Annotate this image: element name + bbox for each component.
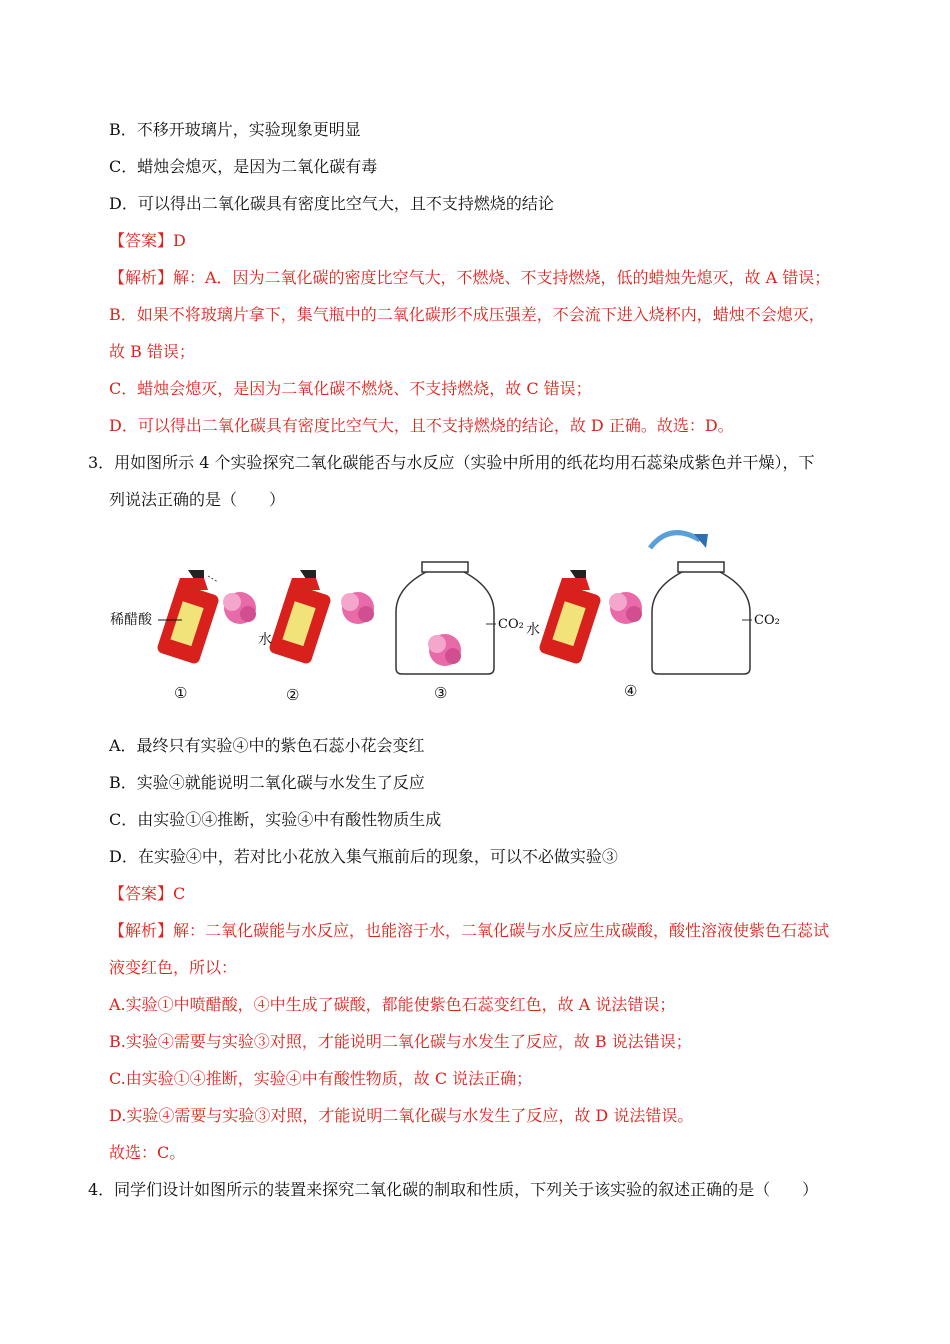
q3-option-a: A．最终只有实验④中的紫色石蕊小花会变红 (109, 736, 425, 755)
q3-option-b: B．实验④就能说明二氧化碳与水发生了反应 (109, 773, 425, 792)
q3-analysis-line: A.实验①中喷醋酸，④中生成了碳酸，都能使紫色石蕊变红色，故 A 说法错误； (109, 995, 676, 1014)
flower-icon (341, 592, 374, 624)
q2-analysis-line: C．蜡烛会熄灭，是因为二氧化碳不燃烧、不支持燃烧，故 C 错误； (109, 379, 592, 398)
label-water: 水 (526, 622, 540, 638)
experiment-diagram (100, 520, 800, 710)
q3-figure (100, 520, 800, 710)
q3-analysis-line: C.由实验①④推断，实验④中有酸性物质，故 C 说法正确； (109, 1069, 533, 1088)
q3-analysis-line: B.实验④需要与实验③对照，才能说明二氧化碳与水发生了反应，故 B 说法错误； (109, 1032, 692, 1051)
spray-bottle-icon (538, 570, 602, 665)
q4-stem: 4．同学们设计如图所示的装置来探究二氧化碳的制取和性质，下列关于该实验的叙述正确的是（ ） (88, 1180, 819, 1199)
flower-icon (609, 592, 642, 624)
label-water: 水 (258, 632, 272, 648)
q3-option-d: D．在实验④中，若对比小花放入集气瓶前后的现象，可以不必做实验③ (109, 847, 618, 866)
q2-option-b: B．不移开玻璃片，实验现象更明显 (109, 120, 361, 139)
q3-analysis-line: 故选：C。 (109, 1143, 186, 1162)
spray-bottle-icon (268, 570, 332, 665)
q2-analysis-line: B．如果不将玻璃片拿下，集气瓶中的二氧化碳形不成压强差，不会流下进入烧杯内，蜡烛不会熄灭， (109, 305, 825, 324)
q2-analysis-line: D．可以得出二氧化碳具有密度比空气大，且不支持燃烧的结论，故 D 正确。故选：D。 (109, 416, 734, 435)
label-n2: ② (286, 686, 300, 704)
gas-jar-icon (652, 562, 752, 674)
spray-bottle-icon (156, 570, 220, 665)
q3-stem-line: 列说法正确的是（ ） (109, 490, 286, 509)
label-vinegar: 稀醋酸 (110, 612, 152, 628)
q2-analysis-line: 【解析】解：A．因为二氧化碳的密度比空气大，不燃烧、不支持燃烧，低的蜡烛先熄灭，故 A 错误； (109, 268, 831, 287)
curved-arrow-icon (650, 533, 700, 548)
label-n4: ④ (624, 682, 638, 700)
label-co2: CO₂ (754, 613, 780, 628)
label-n3: ③ (434, 684, 448, 702)
q2-analysis-line: 故 B 错误； (109, 342, 195, 361)
q2-option-c: C．蜡烛会熄灭，是因为二氧化碳有毒 (109, 157, 378, 176)
q3-stem-line: 3．用如图所示 4 个实验探究二氧化碳能否与水反应（实验中所用的纸花均用石蕊染成紫色并干燥），下 (88, 453, 815, 472)
q3-answer: 【答案】C (109, 884, 186, 903)
q3-option-c: C．由实验①④推断，实验④中有酸性物质生成 (109, 810, 442, 829)
q2-option-d: D．可以得出二氧化碳具有密度比空气大，且不支持燃烧的结论 (109, 194, 554, 213)
flower-icon (223, 592, 256, 624)
q3-analysis-line: 液变红色，所以： (109, 958, 238, 977)
arrow-head-icon (694, 534, 708, 548)
label-co2: CO₂ (498, 617, 524, 632)
q3-analysis-line: 【解析】解：二氧化碳能与水反应，也能溶于水，二氧化碳与水反应生成碳酸，酸性溶液使紫色石蕊试 (109, 921, 830, 940)
label-n1: ① (174, 684, 188, 702)
q2-answer: 【答案】D (109, 231, 186, 250)
gas-jar-icon (396, 562, 496, 674)
q3-analysis-line: D.实验④需要与实验③对照，才能说明二氧化碳与水发生了反应，故 D 说法错误。 (109, 1106, 694, 1125)
